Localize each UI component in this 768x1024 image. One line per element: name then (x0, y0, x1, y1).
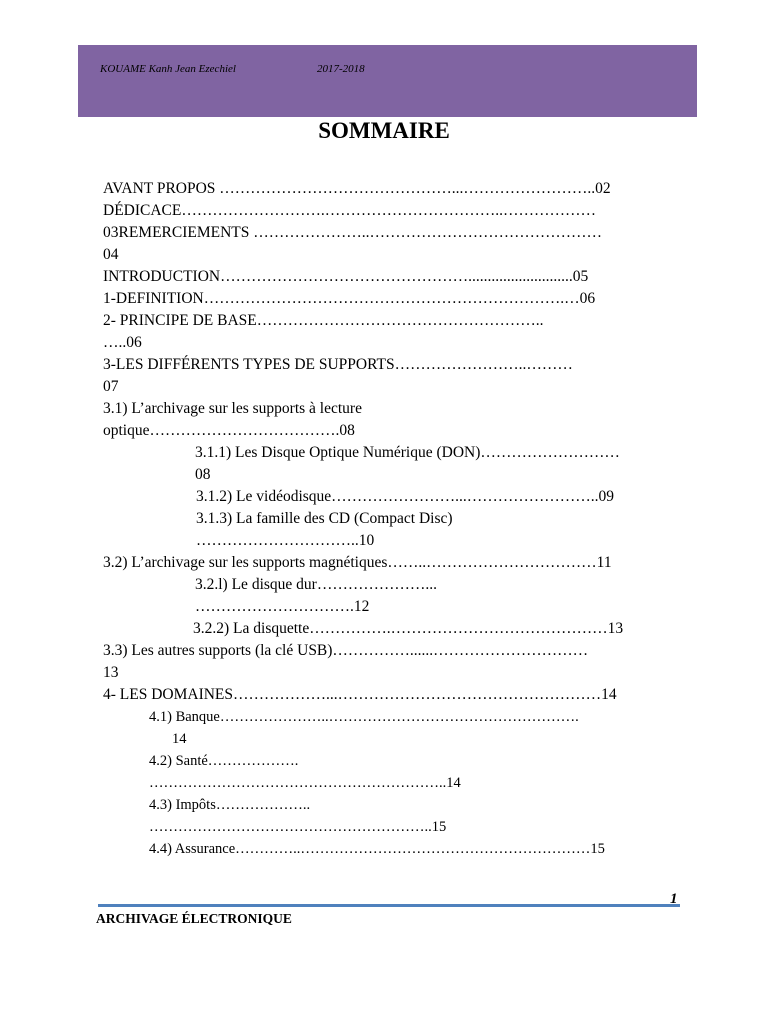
toc-line: 14 (172, 731, 187, 747)
toc-line: …..06 (103, 334, 142, 351)
toc-line: 3.1) L’archivage sur les supports à lecture (103, 400, 362, 417)
toc-line: 08 (195, 466, 211, 483)
toc-line: AVANT PROPOS ………………………………………...……………………..02 (103, 180, 611, 197)
toc-line: 3.1.3) La famille des CD (Compact Disc) (196, 510, 453, 527)
toc-line: optique……………………………….08 (103, 422, 355, 439)
toc-line: 13 (103, 664, 119, 681)
page-title: SOMMAIRE (318, 118, 450, 143)
toc-line: 04 (103, 246, 119, 263)
page-number: 1 (670, 891, 678, 907)
toc-line: 4.4) Assurance…………..……………………………………………………15 (149, 841, 605, 857)
toc-line: 3-LES DIFFÉRENTS TYPES DE SUPPORTS……………………..……… (103, 356, 573, 373)
toc-line: 4.2) Santé………………. (149, 753, 299, 769)
toc-line: 3.1.2) Le vidéodisque……………………...……………………..09 (196, 488, 615, 505)
toc-line: DÉDICACE……………………….……………………………..……………… (103, 202, 596, 219)
toc-line: …………………………..10 (196, 532, 375, 549)
toc-line: 03REMERCIEMENTS …………………..……………………………………… (103, 224, 603, 241)
toc-line: INTRODUCTION…………………………………………...........................05 (103, 268, 589, 285)
toc-line: 1-DEFINITION…………………………………………………………….…06 (103, 290, 596, 307)
header-year: 2017-2018 (317, 63, 365, 75)
footer-rule (98, 904, 680, 907)
footer-title: ARCHIVAGE ÉLECTRONIQUE (96, 911, 292, 926)
toc-line: …………………………………………………..15 (149, 819, 447, 835)
toc-line: ………………………….12 (195, 598, 370, 615)
toc-line: 3.2.2) La disquette…………….……………………………………13 (193, 620, 624, 637)
toc-line: 2- PRINCIPE DE BASE……………………………………………….. (103, 312, 544, 329)
toc-line: 4.3) Impôts……………….. (149, 797, 311, 813)
toc-line: ……………………………………………………..14 (149, 775, 461, 791)
toc-line: 3.3) Les autres supports (la clé USB)……………......………………………… (103, 642, 589, 659)
toc-line: 4.1) Banque…………………..……………………………………………. (149, 709, 579, 725)
toc-line: 4- LES DOMAINES………………...……………………………………………14 (103, 686, 617, 703)
header-band (78, 45, 697, 117)
toc-line: 3.2) L’archivage sur les supports magnétiques……..……………………………11 (103, 554, 612, 571)
toc-line: 07 (103, 378, 119, 395)
toc-line: 3.1.1) Les Disque Optique Numérique (DON)……………………… (195, 444, 620, 461)
toc-line: 3.2.l) Le disque dur…………………... (195, 576, 437, 593)
header-author: KOUAME Kanh Jean Ezechiel (100, 63, 236, 75)
